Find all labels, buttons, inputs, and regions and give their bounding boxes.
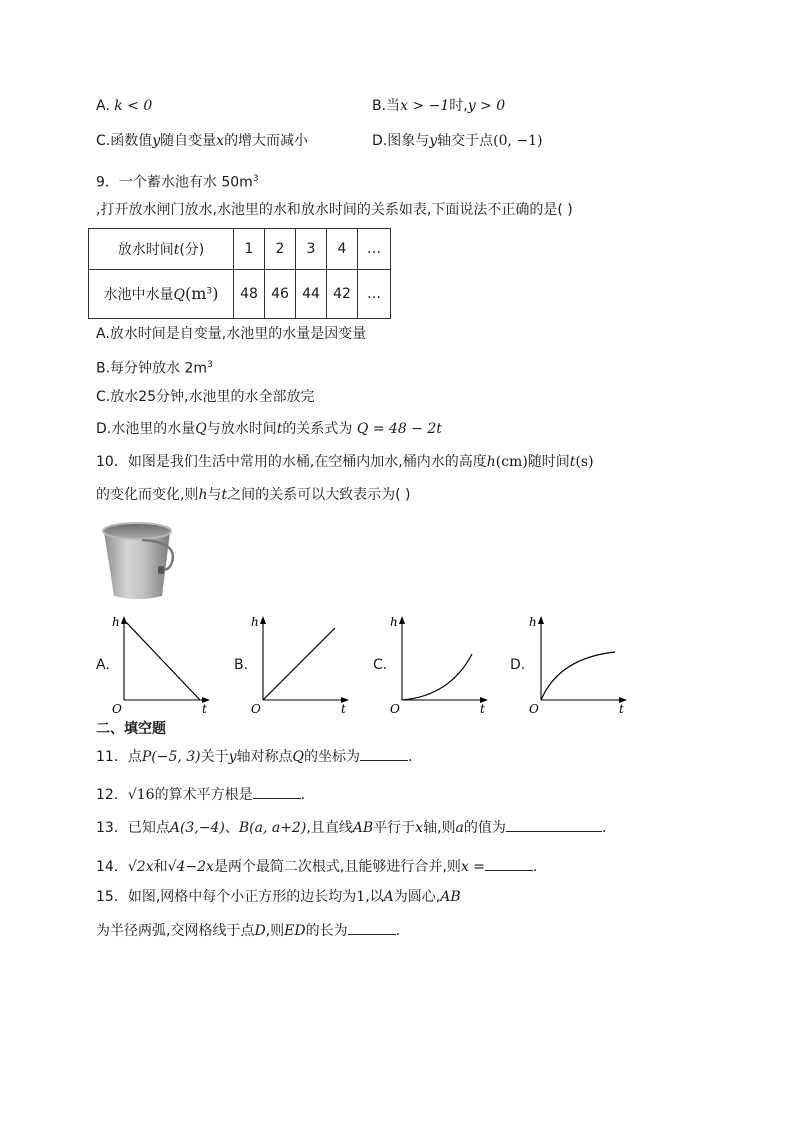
q12-text: 12．√16的算术平方根是 . <box>96 784 305 804</box>
q8-option-c: C.函数值y随自变量x的增大而减小 <box>96 133 309 149</box>
q15-line1: 15．如图,网格中每个小正方形的边长均为1,以A为圆心,AB <box>96 889 461 905</box>
y-axis-label: h <box>390 615 398 629</box>
y-axis-arrow-icon <box>399 616 405 624</box>
section-heading: 二、填空题 <box>96 721 166 737</box>
x-axis-label: t <box>619 702 624 714</box>
table-cell: 46 <box>265 270 296 319</box>
q10-graph-label-c: C. <box>373 657 388 673</box>
table-cell: 4 <box>327 229 358 270</box>
y-axis-arrow-icon <box>260 616 266 624</box>
x-axis-label: t <box>341 702 346 714</box>
q9-stem-line1: 9．一个蓄水池有水 $50m^3$ <box>96 174 259 191</box>
table-cell: 3 <box>296 229 327 270</box>
q8-option-d: D.图象与y轴交于点(0, −1) <box>372 133 543 149</box>
origin-label: O <box>251 702 261 714</box>
table-cell: 2 <box>265 229 296 270</box>
q11-text: 11．点P(−5, 3)关于y轴对称点Q的坐标为 . <box>96 746 412 766</box>
answer-blank[interactable] <box>253 784 301 799</box>
q8-option-b: B.当x > −1时,y > 0 <box>372 98 506 114</box>
x-axis-label: t <box>202 702 207 714</box>
table-row-label: 水池中水量$Q(m^3)$ <box>89 270 234 319</box>
q9-option-b: B.每分钟放水 $2m^3$ <box>96 360 213 377</box>
q14-text: 14．√2x和√4−2x是两个最简二次根式,且能够进行合并,则x = . <box>96 856 537 876</box>
table-cell: … <box>358 270 391 319</box>
q10-stem-line2: 的变化而变化,则h与t之间的关系可以大致表示为( ) <box>96 487 411 503</box>
q9-option-a: A.放水时间是自变量,水池里的水量是因变量 <box>96 326 367 342</box>
table-cell: 1 <box>234 229 265 270</box>
q10-graph-c <box>390 614 490 714</box>
answer-blank[interactable] <box>506 817 602 832</box>
q9-table <box>88 228 391 319</box>
table-row <box>89 270 391 319</box>
q8-option-a: A. k < 0 <box>96 98 153 114</box>
q10-graph-d <box>529 614 629 714</box>
table-cell: 42 <box>327 270 358 319</box>
y-axis-arrow-icon <box>538 616 544 624</box>
table-row <box>89 229 391 270</box>
y-axis-label: h <box>112 615 120 629</box>
q9-stem-line2: ,打开放水闸门放水,水池里的水和放水时间的关系如表,下面说法不正确的是( ) <box>96 202 573 218</box>
table-cell: … <box>358 229 391 270</box>
table-cell: 44 <box>296 270 327 319</box>
graph-curve <box>263 628 335 700</box>
bucket-image <box>98 518 182 602</box>
q10-graph-b <box>251 614 351 714</box>
answer-blank[interactable] <box>360 746 408 761</box>
table-cell: 48 <box>234 270 265 319</box>
y-axis-label: h <box>251 615 259 629</box>
q10-stem-line1: 10．如图是我们生活中常用的水桶,在空桶内加水,桶内水的高度h(cm)随时间t(s) <box>96 454 594 470</box>
q10-graph-a <box>112 614 212 714</box>
graph-curve <box>541 652 615 700</box>
graph-curve <box>402 654 472 700</box>
q10-graph-label-b: B. <box>234 657 249 673</box>
q10-graph-label-a: A. <box>96 657 110 673</box>
graph-curve <box>124 620 200 700</box>
y-axis-label: h <box>529 615 537 629</box>
q13-text: 13．已知点A(3,−4)、B(a, a+2),且直线AB平行于x轴,则a的值为 . <box>96 817 606 837</box>
origin-label: O <box>112 702 122 714</box>
q9-option-d: D.水池里的水量Q与放水时间t的关系式为 Q = 48 − 2t <box>96 421 442 437</box>
answer-blank[interactable] <box>485 856 533 871</box>
origin-label: O <box>529 702 539 714</box>
q15-line2: 为半径两弧,交网格线于点D,则ED的长为 . <box>96 920 400 940</box>
answer-blank[interactable] <box>348 920 396 935</box>
origin-label: O <box>390 702 400 714</box>
q9-option-c: C.放水25分钟,水池里的水全部放完 <box>96 389 315 405</box>
q10-graph-label-d: D. <box>510 657 526 673</box>
x-axis-label: t <box>480 702 485 714</box>
table-row-label: 放水时间t(分) <box>89 229 234 270</box>
